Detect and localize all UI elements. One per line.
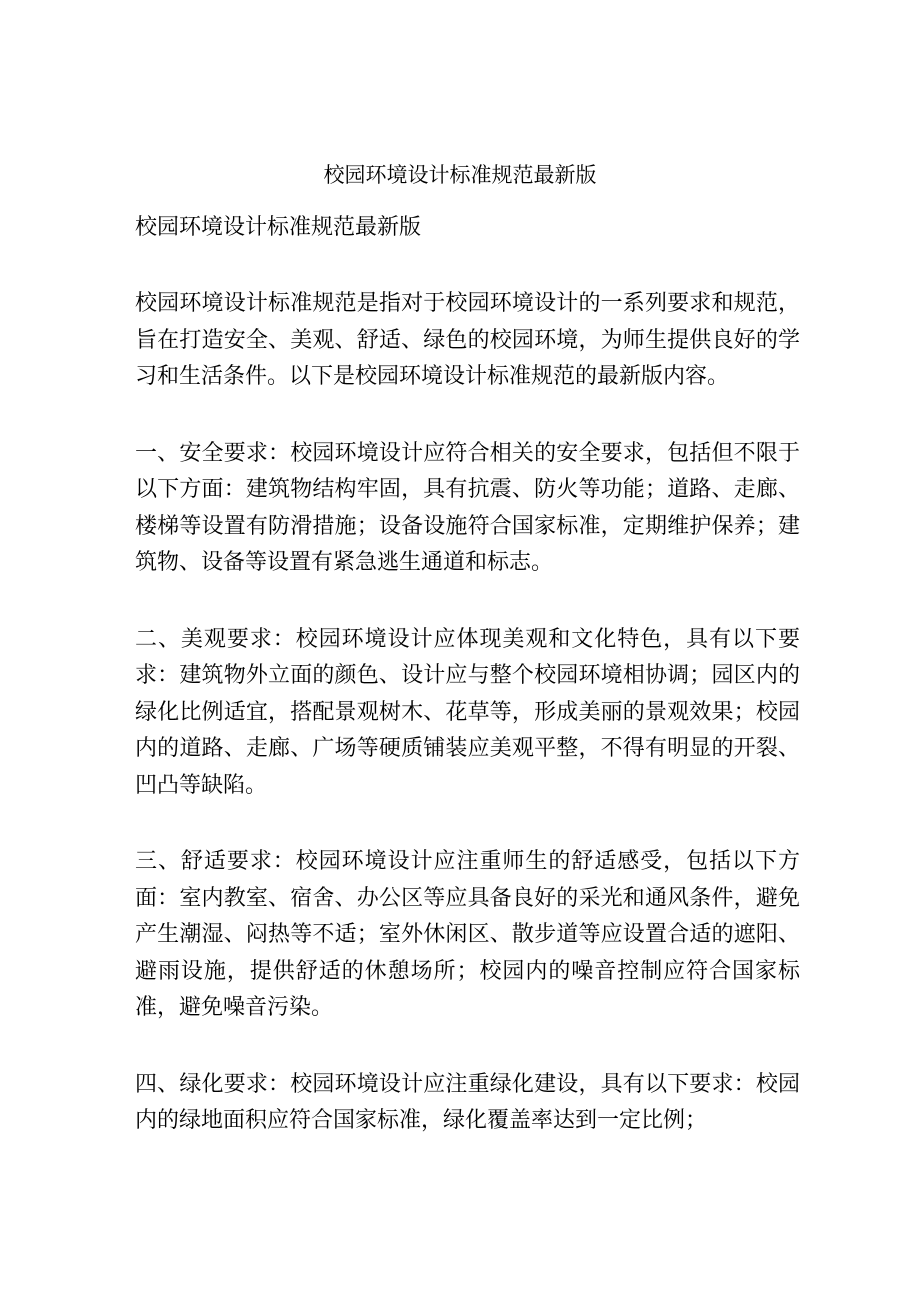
- greening-paragraph: 四、绿化要求：校园环境设计应注重绿化建设，具有以下要求：校园内的绿地面积应符合国家标准，绿化覆盖率达到一定比例；: [135, 1071, 800, 1133]
- document-body: [135, 210, 800, 1140]
- safety-paragraph: 一、安全要求：校园环境设计应符合相关的安全要求，包括但不限于以下方面：建筑物结构牢固，具有抗震、防火等功能；道路、走廊、楼梯等设置有防滑措施；设备设施符合国家标准，定期维护保养；建筑物、设备等设置有紧急逃生通道和标志。: [135, 440, 800, 575]
- document-subtitle: 校园环境设计标准规范最新版: [135, 215, 422, 240]
- aesthetics-paragraph: 二、美观要求：校园环境设计应体现美观和文化特色，具有以下要求：建筑物外立面的颜色、设计应与整个校园环境相协调；园区内的绿化比例适宜，搭配景观树木、花草等，形成美丽的景观效果；校园内的道路、走廊、广场等硬质铺装应美观平整，不得有明显的开裂、凹凸等缺陷。: [135, 626, 800, 798]
- comfort-paragraph: 三、舒适要求：校园环境设计应注重师生的舒适感受，包括以下方面：室内教室、宿舍、办公区等应具备良好的采光和通风条件，避免产生潮湿、闷热等不适；室外休闲区、散步道等应设置合适的遮阳、避雨设施，提供舒适的休憩场所；校园内的噪音控制应符合国家标准，避免噪音污染。: [135, 849, 800, 1020]
- intro-paragraph: 校园环境设计标准规范是指对于校园环境设计的一系列要求和规范，旨在打造安全、美观、舒适、绿色的校园环境，为师生提供良好的学习和生活条件。以下是校园环境设计标准规范的最新版内容。: [135, 291, 800, 389]
- document-title: 校园环境设计标准规范最新版: [323, 163, 597, 187]
